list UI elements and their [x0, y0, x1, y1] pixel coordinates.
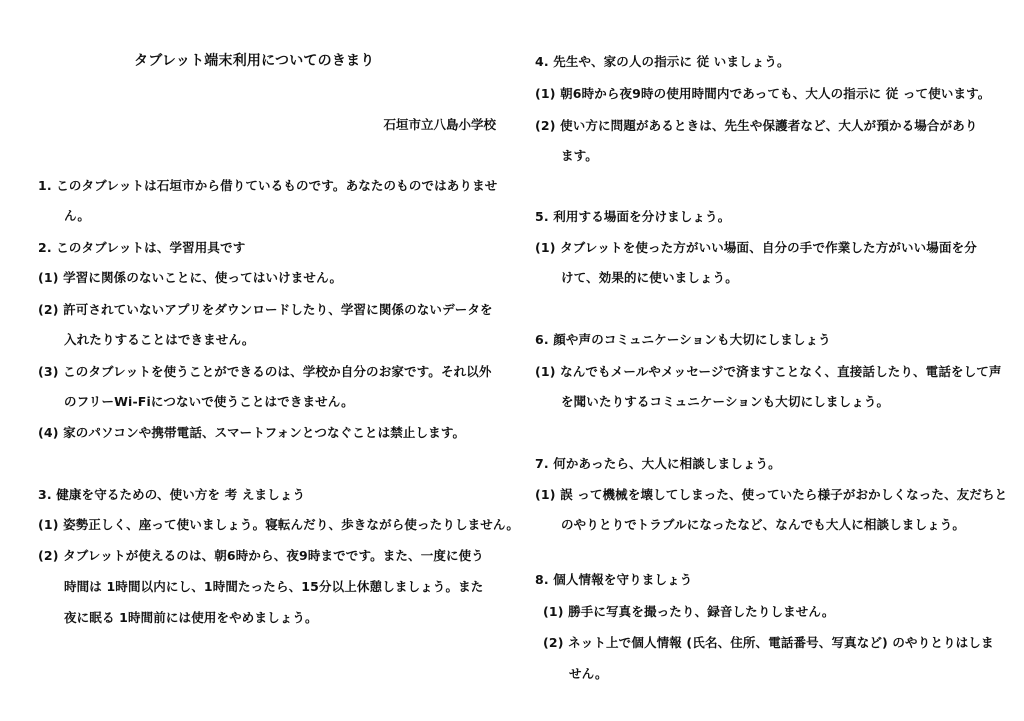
rule-2-item-1: (1) 学習に関係のないことに、使ってはいけません。 — [38, 270, 343, 285]
rule-8-heading: 8. 個人情報を守りましょう — [535, 572, 693, 587]
rule-2-item-2-line-1: (2) 許可されていないアプリをダウンロードしたり、学習に関係のないデータを — [38, 302, 493, 317]
rule-3-item-1: (1) 姿勢正しく、座って使いましょう。寝転んだり、歩きながら使ったりしません。 — [38, 517, 519, 532]
rule-7-heading: 7. 何かあったら、大人に相談しましょう。 — [535, 456, 781, 471]
rule-2-item-3-line-1: (3) このタブレットを使うことができるのは、学校か自分のお家です。それ以外 — [38, 364, 492, 379]
rule-8-item-1: (1) 勝手に写真を撮ったり、録音したりしません。 — [543, 604, 835, 619]
rule-3-heading: 3. 健康を守るための、使い方を 考 えましょう — [38, 487, 306, 502]
rule-2-item-2-line-2: 入れたりすることはできません。 — [64, 332, 255, 347]
rule-5-item-1-line-2: けて、効果的に使いましょう。 — [561, 270, 738, 285]
rule-3-item-2-line-1: (2) タブレットが使えるのは、朝6時から、夜9時までです。また、一度に使う — [38, 548, 484, 563]
rule-6-heading: 6. 顔や声のコミュニケーションも大切にしましょう — [535, 332, 831, 347]
rule-6-item-1-line-2: を聞いたりするコミュニケーションも大切にしましょう。 — [561, 394, 890, 409]
document-title: タブレット端末利用についてのきまり — [134, 53, 375, 69]
rule-2-item-4: (4) 家のパソコンや携帯電話、スマートフォンとつなぐことは禁止します。 — [38, 425, 466, 440]
rule-2-heading: 2. このタブレットは、学習用具です — [38, 240, 246, 255]
rule-5-item-1-line-1: (1) タブレットを使った方がいい場面、自分の手で作業した方がいい場面を分 — [535, 240, 977, 255]
rule-1-line-1: 1. このタブレットは石垣市から借りているものです。あなたのものではありませ — [38, 178, 498, 193]
rule-7-item-1-line-2: のやりとりでトラブルになったなど、なんでも大人に相談しましょう。 — [561, 517, 966, 532]
rule-4-item-2-line-1: (2) 使い方に問題があるときは、先生や保護者など、大人が預かる場合があり — [535, 118, 978, 133]
rule-8-item-2-line-2: せん。 — [569, 666, 608, 681]
rule-4-item-2-line-2: ます。 — [561, 148, 598, 163]
rule-4-heading: 4. 先生や、家の人の指示に 従 いましょう。 — [535, 54, 790, 69]
rule-3-item-2-line-2: 時間は 1時間以内にし、1時間たったら、15分以上休憩しましょう。また — [64, 579, 484, 594]
rule-4-item-1: (1) 朝6時から夜9時の使用時間内であっても、大人の指示に 従 って使います。 — [535, 86, 991, 101]
rule-3-item-2-line-3: 夜に眠る 1時間前には使用をやめましょう。 — [64, 610, 318, 625]
rule-2-item-3-line-2: のフリーWi-Fiにつないで使うことはできません。 — [64, 394, 354, 409]
rule-1-line-2: ん。 — [64, 208, 91, 223]
rule-8-item-2-line-1: (2) ネット上で個人情報 (氏名、住所、電話番号、写真など) のやりとりはしま — [543, 635, 994, 650]
rule-5-heading: 5. 利用する場面を分けましょう。 — [535, 209, 731, 224]
rule-6-item-1-line-1: (1) なんでもメールやメッセージで済ますことなく、直接話したり、電話をして声 — [535, 364, 1002, 379]
rule-7-item-1-line-1: (1) 誤 って機械を壊してしまった、使っていたら様子がおかしくなった、友だちと — [535, 487, 1008, 502]
school-name: 石垣市立八島小学校 — [383, 117, 496, 132]
